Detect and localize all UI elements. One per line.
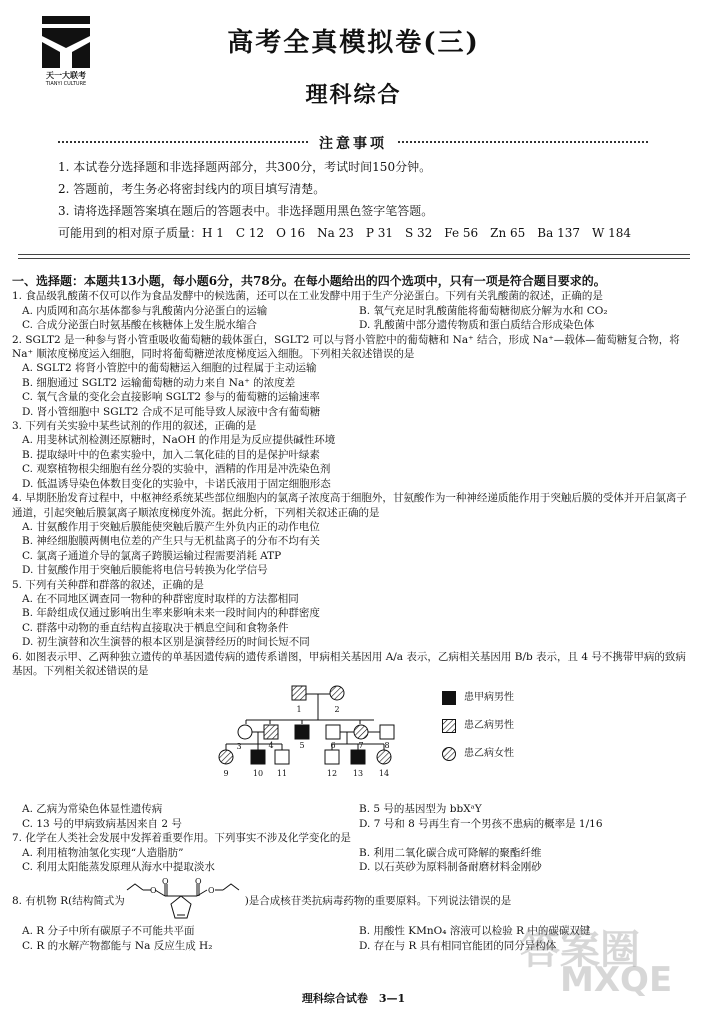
- pedigree-label: 10: [252, 769, 264, 779]
- option-c: C. 氧气含量的变化会直接影响 SGLT2 参与的葡萄糖的运输速率: [22, 391, 320, 404]
- svg-text:O: O: [194, 878, 202, 887]
- logo-text: 天一大联考 TIANYI CULTURE: [45, 71, 87, 87]
- notice-list: [58, 156, 678, 244]
- question-stem: 4. 早期胚胎发育过程中，中枢神经系统某些部位细胞内的氯离子浓度高于细胞外，甘氨酸作为一种神经递质能作用于突触后膜的受体并开启氯离子通道，引起突触后膜氯离子顺浓度梯度外流。据此分析，下列相关叙述正确的是: [12, 492, 687, 519]
- exam-title: 高考全真模拟卷(三): [227, 28, 480, 58]
- option-c: C. 观察植物根尖细胞有丝分裂的实验中，酒精的作用是冲洗染色剂: [22, 463, 331, 476]
- option-b: B. 细胞通过 SGLT2 运输葡萄糖的动力来自 Na⁺ 的浓度差: [22, 376, 296, 389]
- question-2: [12, 333, 696, 419]
- option-b: B. 5 号的基因型为 bbXᵃY: [359, 803, 482, 816]
- option-d: D. 存在与 R 具有相同官能团的同分异构体: [359, 939, 557, 952]
- question-stem: 5. 下列有关种群和群落的叙述，正确的是: [12, 578, 204, 591]
- svg-text:O: O: [161, 878, 169, 887]
- option-a: A. 利用植物油氢化实现“人造脂肪”: [22, 846, 184, 859]
- option-c: C. 利用太阳能蒸发原理从海水中提取淡水: [22, 861, 215, 873]
- question-stem: 7. 化学在人类社会发展中发挥着重要作用。下列事实不涉及化学变化的是: [12, 832, 351, 845]
- question-area: [12, 274, 696, 953]
- option-a: A. R 分子中所有碳原子不可能共平面: [22, 925, 195, 938]
- pedigree-label: 5: [299, 741, 305, 751]
- option-b: B. 氧气充足时乳酸菌能将葡萄糖彻底分解为水和 CO₂: [359, 304, 608, 317]
- legend-item: 患乙病女性: [442, 740, 514, 768]
- notice-item: 2. 答题前，考生务必将密封线内的项目填写清楚。: [58, 182, 326, 196]
- pedigree-legend: [442, 684, 514, 768]
- option-b: B. 神经细胞膜两侧电位差的产生只与无机盐离子的分布不均有关: [22, 535, 320, 548]
- legend-item: 患乙病男性: [442, 712, 514, 740]
- option-a: A. SGLT2 将肾小管腔中的葡萄糖运入细胞的过程属于主动运输: [22, 362, 317, 375]
- option-a: A. 乙病为常染色体显性遗传病: [22, 803, 163, 816]
- subject-title: 理科综合: [305, 82, 402, 108]
- option-c: C. R 的水解产物都能与 Na 反应生成 H₂: [22, 939, 213, 952]
- pedigree-label: 2: [334, 705, 340, 715]
- option-b: B. 用酸性 KMnO₄ 溶液可以检验 R 中的碳碳双键: [359, 925, 591, 938]
- pedigree-label: 14: [378, 769, 390, 779]
- pedigree-label: 6: [330, 741, 336, 751]
- option-c: C. 群落中动物的垂直结构直接取决于栖息空间和食物条件: [22, 621, 289, 634]
- option-d: D. 低温诱导染色体数目变化的实验中，卡诺氏液用于固定细胞形态: [22, 477, 331, 490]
- option-c: C. 氯离子通道介导的氯离子跨膜运输过程需要消耗 ATP: [22, 549, 282, 562]
- option-c: C. 合成分泌蛋白时氨基酸在核糖体上发生脱水缩合: [22, 319, 257, 332]
- svg-text:O: O: [207, 886, 215, 896]
- question-6: [12, 650, 696, 832]
- option-d: D. 初生演替和次生演替的根本区别是演替经历的时间长短不同: [22, 636, 310, 649]
- legend-item: 患甲病男性: [442, 684, 514, 712]
- pedigree-diagram: [212, 680, 432, 800]
- hatched-square-icon: [442, 719, 456, 733]
- question-stem: 6. 如图表示甲、乙两种独立遗传的单基因遗传病的遗传系谱图，甲病相关基因用 A/a 表示，乙病相关基因用 B/b 表示，且 4 号不携带甲病的致病基因。下列相关叙述错误的是: [12, 650, 686, 677]
- pedigree-label: 12: [326, 769, 338, 779]
- notice-item: 3. 请将选择题答案填在题后的答题表中。非选择题用黑色签字笔答题。: [58, 204, 434, 218]
- question-7: [12, 831, 696, 874]
- question-stem: )是合成核苷类抗病毒药物的重要原料。下列说法错误的是: [244, 895, 512, 908]
- pedigree-label: 3: [236, 742, 242, 752]
- filled-square-icon: [442, 691, 456, 705]
- question-stem: 3. 下列有关实验中某些试剂的作用的叙述，正确的是: [12, 420, 257, 433]
- divider: [18, 258, 690, 259]
- question-1: [12, 289, 696, 332]
- option-a: A. 甘氨酸作用于突触后膜能使突触后膜产生外负内正的动作电位: [22, 520, 320, 533]
- pedigree-label: 8: [384, 741, 390, 751]
- option-b: B. 提取绿叶中的色素实验中，加入二氧化硅的目的是保护叶绿素: [22, 448, 320, 461]
- question-stem: 2. SGLT2 是一种参与肾小管重吸收葡萄糖的载体蛋白，SGLT2 可以与肾小管腔中的葡萄糖和 Na⁺ 结合，形成 Na⁺—载体—葡萄糖复合物，将 Na⁺ 顺浓度梯度运入细胞，同时将葡萄糖逆浓度梯度运入细胞。下列相关叙述错误的是: [12, 333, 680, 361]
- option-b: B. 利用二氧化碳合成可降解的聚酯纤维: [359, 846, 542, 859]
- watermark: 答案圈: [520, 927, 640, 973]
- option-c: C. 13 号的甲病致病基因来自 2 号: [22, 817, 182, 830]
- option-d: D. 乳酸菌中部分遗传物质和蛋白质结合形成染色体: [359, 319, 595, 332]
- notice-item: 1. 本试卷分选择题和非选择题两部分，共300分，考试时间150分钟。: [58, 160, 432, 174]
- svg-text:O: O: [149, 886, 157, 896]
- pedigree-label: 11: [276, 769, 288, 779]
- option-a: A. 在不同地区调查同一物种的种群密度时取样的方法都相同: [22, 592, 299, 605]
- pedigree-label: 4: [268, 741, 274, 751]
- question-3: [12, 419, 696, 491]
- divider: [18, 254, 690, 255]
- section-heading: 一、选择题：本题共13小题，每小题6分，共78分。在每小题给出的四个选项中，只有一项是符合题目要求的。: [12, 274, 606, 288]
- pedigree-label: 7: [358, 741, 364, 751]
- pedigree-chart: [12, 680, 696, 800]
- question-stem: 1. 食品级乳酸菌不仅可以作为食品发酵中的候选菌，还可以在工业发酵中用于生产分泌蛋白。下列有关乳酸菌的叙述，正确的是: [12, 290, 603, 303]
- question-4: [12, 491, 696, 577]
- option-a: A. 用斐林试剂检测还原糖时，NaOH 的作用是为反应提供碱性环境: [22, 434, 336, 447]
- pedigree-label: 13: [352, 769, 364, 779]
- hatched-circle-icon: [442, 747, 456, 761]
- question-5: [12, 578, 696, 650]
- structure-formula-diagram: [125, 878, 245, 924]
- watermark: MXQE: [560, 960, 673, 1000]
- atomic-mass-line: 可能用到的相对原子质量：H 1 C 12 O 16 Na 23 P 31 S 32 Fe 56 Zn 65 Ba 137 W 184: [58, 226, 632, 240]
- pedigree-label: 9: [223, 769, 229, 779]
- option-d: D. 肾小管细胞中 SGLT2 合成不足可能导致人尿液中含有葡萄糖: [22, 405, 321, 418]
- pedigree-label: 1: [296, 705, 302, 715]
- option-b: B. 年龄组成仅通过影响出生率来影响未来一段时间内的种群密度: [22, 607, 320, 620]
- option-d: D. 7 号和 8 号再生育一个男孩不患病的概率是 1/16: [359, 817, 603, 830]
- option-a: A. 内质网和高尔基体都参与乳酸菌内分泌蛋白的运输: [22, 304, 268, 317]
- notice-heading: 注意事项: [58, 134, 648, 148]
- option-d: D. 以石英砂为原料制备耐磨材料金刚砂: [359, 861, 542, 873]
- page-footer: 理科综合试卷 3—1: [301, 992, 406, 1005]
- option-d: D. 甘氨酸作用于突触后膜能将电信号转换为化学信号: [22, 564, 268, 577]
- question-stem: 8. 有机物 R(结构简式为: [12, 895, 125, 908]
